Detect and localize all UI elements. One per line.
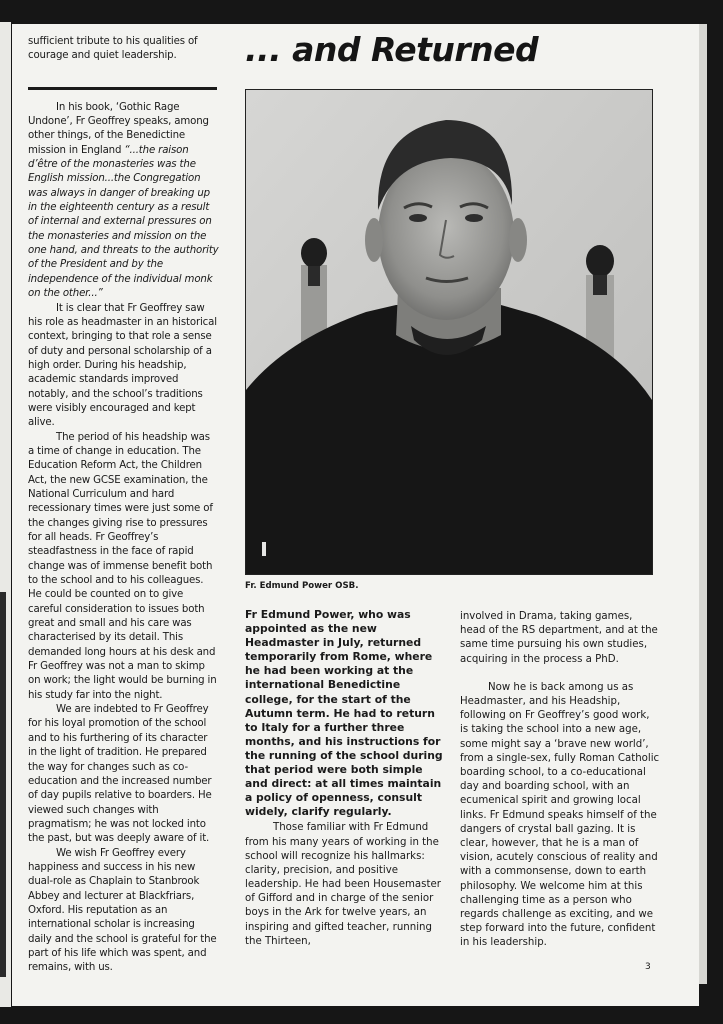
page-spine-edge — [699, 24, 707, 984]
right-column — [460, 610, 660, 951]
previous-page-dark-strip — [0, 592, 6, 977]
portrait-illustration — [246, 90, 652, 574]
book-quotation: “...the raison d’être of the monasteries was the English mission...the Congregation was always in danger of breaking up in the eighteenth century as a result of internal and external pressures on the monasteries and mission on the one hand, and threats to the authority of the President and by the independence of the individual monk on the other...” — [28, 144, 219, 300]
previous-page-edge — [0, 22, 11, 1007]
middle-column — [245, 608, 443, 949]
portrait-photo — [245, 89, 653, 575]
paragraph-gothic-rage — [28, 101, 219, 302]
article-headline: ... and Returned — [245, 30, 539, 69]
photo-caption: Fr. Edmund Power OSB. — [245, 581, 359, 591]
paragraph-hallmarks: Those familiar with Fr Edmund from his many years of working in the school will recognize his hallmarks: clarity, precision, and positive leadership. He had been Housemaster of Gifford and in charge of the senior boys in the Ark for twelve years, an inspiring and gifted teacher, running the Thirteen, — [245, 822, 441, 947]
paragraph-period-of-change: The period of his headship was a time of change in education. The Education Reform Act, the Children Act, the new GCSE examination, the National Curriculum and hard recessionary times were just some of the changes giving rise to pressures for all heads. Fr Geoffrey’s steadfastness in the face of rapid change was of immense benefit both to the school and to his colleagues. He could be counted on to give careful consideration to issues both great and small and his care was characterised by its detail. This demanded long hours at his desk and Fr Geoffrey was not a man to skimp on work; the light would be burning in his study far into the night. — [28, 431, 217, 701]
lead-paragraph: Fr Edmund Power, who was appointed as the new Headmaster in July, returned temporarily from Rome, where he had been working at the international Benedictine college, for the start of the Autumn term. He had to return to Italy for a further three months, and his instructions for the running of the school during that period were both simple and direct: at all times maintain a policy of openness, consult widely, clarify regularly. — [245, 608, 443, 819]
left-column — [28, 35, 219, 976]
paragraph-drama: involved in Drama, taking games, head of the RS department, and at the same time pursuing his own studies, acquiring in the process a PhD. — [460, 611, 658, 665]
paragraph-historical-context: It is clear that Fr Geoffrey saw his role as headmaster in an historical context, bringing to that role a sense of duty and personal scholarship of a high order. During his headship, academic standards improved notably, and the school’s traditions were visibly encouraged and kept alive. — [28, 302, 217, 429]
column-rule — [28, 87, 217, 90]
paragraph-farewell: We wish Fr Geoffrey every happiness and success in his new dual-role as Chaplain to Stanbrook Abbey and lecturer at Blackfriars, Oxford. His reputation as an international scholar is increasing daily and the school is grateful for the part of his life which was spent, and remains, with us. — [28, 847, 217, 974]
page-number: 3 — [645, 962, 651, 972]
intro-text: sufficient tribute to his qualities of courage and quiet leadership. — [28, 36, 198, 62]
paragraph-headship: Now he is back among us as Headmaster, and his Headship, following on Fr Geoffrey’s good work, is taking the school into a new age, some might say a ‘brave new world’, from a single-sex, fully Roman Catholic boarding school, to a co-educational day and boarding school, with an ecumenical spirit and growing local links. Fr Edmund speaks himself of the dangers of crystal ball gazing. It is clear, however, that he is a man of vision, acutely conscious of reality and with a commonsense, down to earth philosophy. We welcome him at this challenging time as a person who regards challenge as exciting, and we step forward into the future, confident in his leadership. — [460, 681, 660, 949]
paragraph-indebted: We are indebted to Fr Geoffrey for his loyal promotion of the school and to his furthering of its character in the light of tradition. He prepared the way for changes such as co-education and the increased number of day pupils relative to boarders. He viewed such changes with pragmatism; he was not locked into the past, but was deeply aware of it. — [28, 704, 212, 845]
paragraph-gothic-rage-text: In his book, ‘Gothic Rage Undone’, Fr Geoffrey speaks, among other things, of the Benedictine mission in England — [28, 101, 209, 156]
